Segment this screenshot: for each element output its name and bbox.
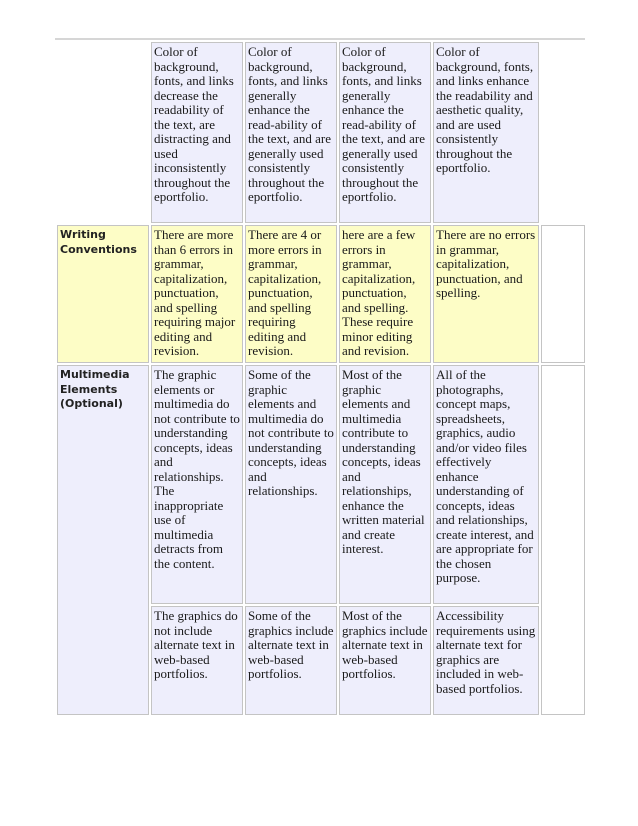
criterion-cell-level-1: The graphics do not include alternate text in web-based portfolios.	[151, 606, 243, 715]
criterion-cell-level-2: Some of the graphic elements and multimedia do not contribute to understanding concepts, ideas and relationships.	[245, 365, 337, 604]
criterion-cell-level-1: The graphic elements or multimedia do not contribute to understanding concepts, ideas and relationships. The inappropriate use of multimedia detracts from the content.	[151, 365, 243, 604]
criterion-cell-level-4: All of the photographs, concept maps, spreadsheets, graphics, audio and/or video files effectively enhance understanding of concepts, ideas and relationships, create interest, and are appropriate for the chosen purpose.	[433, 365, 539, 604]
criterion-cell-level-4: There are no errors in grammar, capitalization, punctuation, and spelling.	[433, 225, 539, 363]
criterion-cell-level-2: There are 4 or more errors in grammar, capitalization, punctuation, and spelling requiring editing and revision.	[245, 225, 337, 363]
row-label-writing-conventions: Writing Conventions	[57, 225, 149, 363]
rubric-table	[55, 38, 585, 717]
criterion-cell-level-1: There are more than 6 errors in grammar, capitalization, punctuation, and spelling requiring major editing and revision.	[151, 225, 243, 363]
criterion-cell-level-1: Color of background, fonts, and links decrease the readability of the text, are distracting and used inconsistently throughout the eportfolio.	[151, 42, 243, 223]
score-cell	[541, 225, 585, 363]
score-cell	[541, 365, 585, 715]
score-cell	[541, 42, 585, 223]
row-label-multimedia-elements: Multimedia Elements (Optional)	[57, 365, 149, 715]
criterion-cell-level-4: Color of background, fonts, and links enhance the readability and aesthetic quality, and are used consistently throughout the eportfolio.	[433, 42, 539, 223]
rubric-row-design	[57, 42, 585, 223]
row-label-cell	[57, 42, 149, 223]
criterion-cell-level-3: Most of the graphics include alternate text in web-based portfolios.	[339, 606, 431, 715]
rubric-row-multimedia-elements	[57, 365, 585, 604]
criterion-cell-level-2: Some of the graphics include alternate text in web-based portfolios.	[245, 606, 337, 715]
criterion-cell-level-4: Accessibility requirements using alternate text for graphics are included in web-based portfolios.	[433, 606, 539, 715]
criterion-cell-level-2: Color of background, fonts, and links generally enhance the read-ability of the text, and are generally used consistently throughout the eportfolio.	[245, 42, 337, 223]
rubric-row-writing-conventions	[57, 225, 585, 363]
criterion-cell-level-3: Color of background, fonts, and links generally enhance the read-ability of the text, and are generally used consistently throughout the eportfolio.	[339, 42, 431, 223]
criterion-cell-level-3: Most of the graphic elements and multimedia contribute to understanding concepts, ideas and relationships, enhance the written material and create interest.	[339, 365, 431, 604]
criterion-cell-level-3: here are a few errors in grammar, capitalization, punctuation, and spelling. These require minor editing and revision.	[339, 225, 431, 363]
